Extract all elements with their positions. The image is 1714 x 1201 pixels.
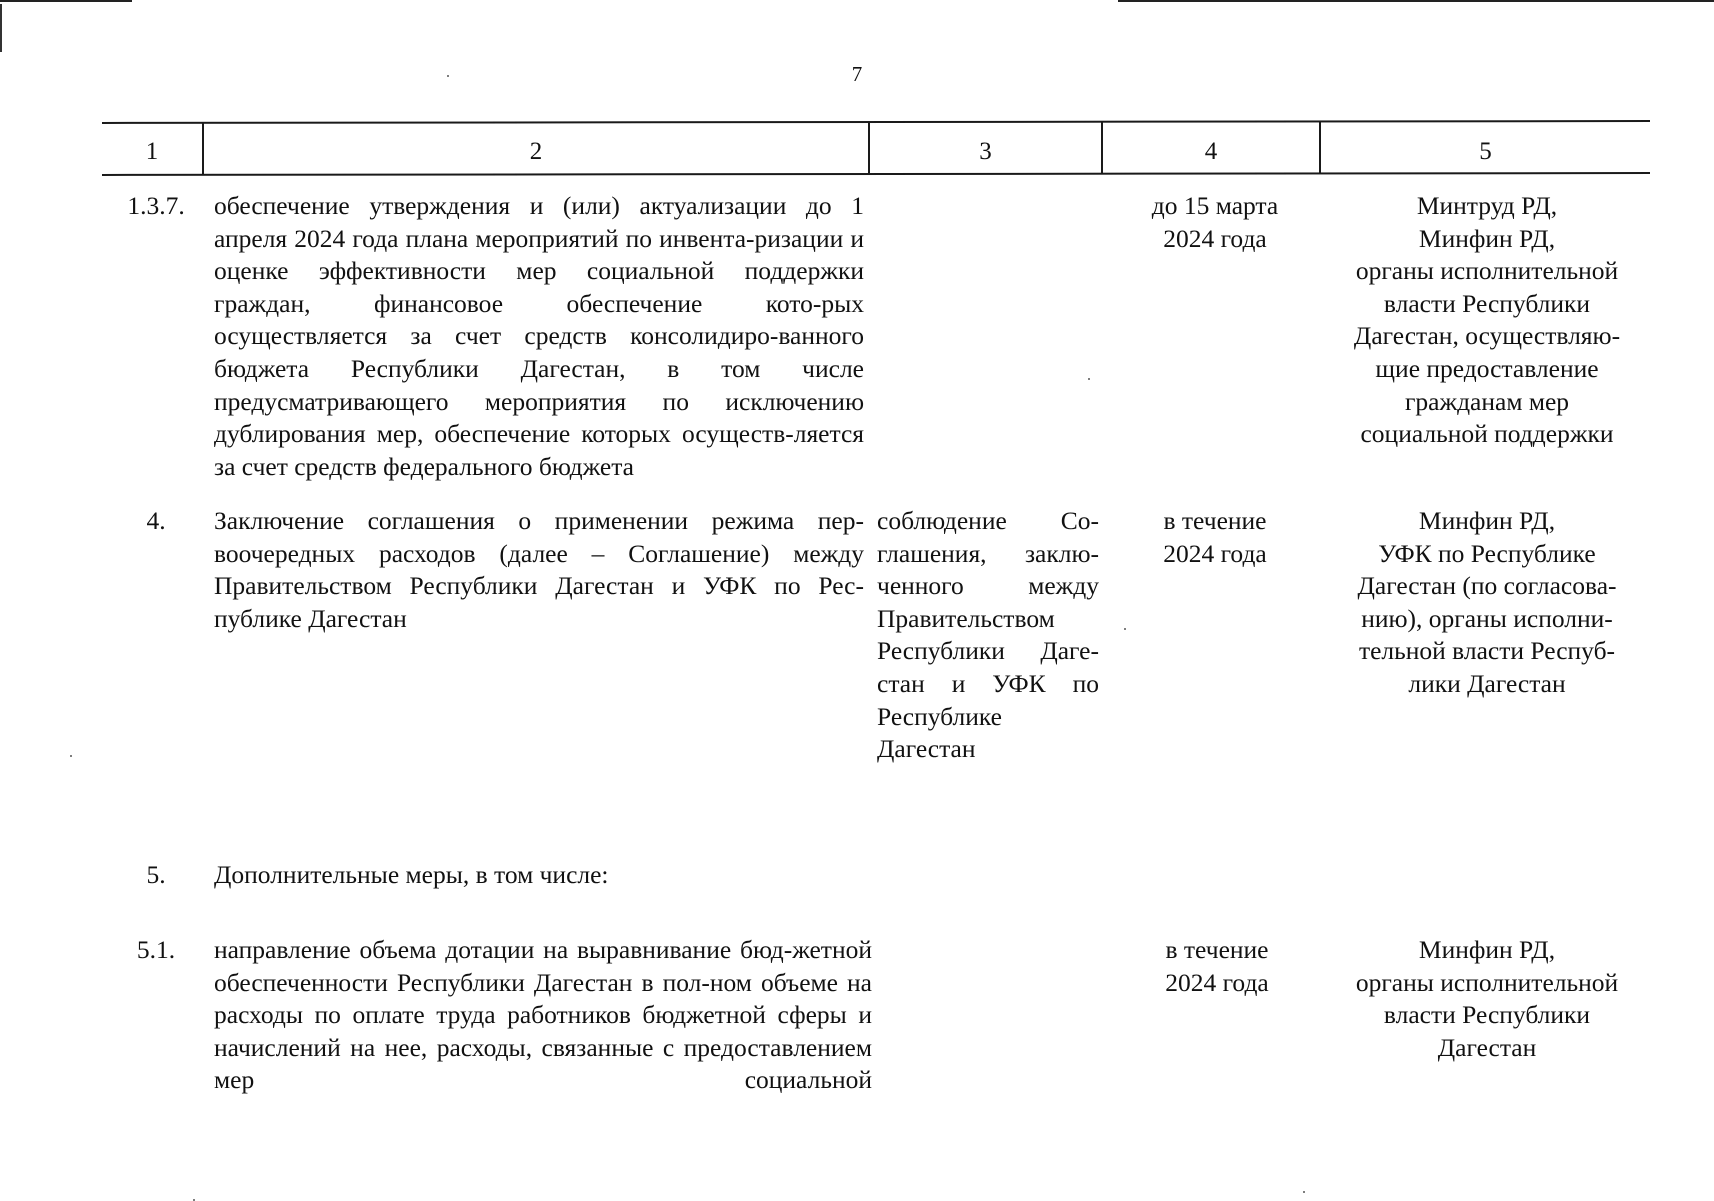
responsible-line: Минфин РД, — [1418, 935, 1556, 964]
responsible-line: щие предоставление — [1375, 353, 1599, 383]
scan-speck — [70, 755, 72, 757]
deadline-line: в течение — [1163, 506, 1267, 535]
scan-speck — [1303, 1191, 1305, 1193]
responsible-line: Минфин РД, — [1418, 223, 1556, 253]
row-responsible — [1322, 505, 1652, 701]
responsible-line: Минтруд РД, — [1416, 191, 1558, 220]
responsible-line: тельной власти Респуб- — [1358, 636, 1616, 666]
row-deadline — [1110, 505, 1320, 570]
deadline-line: 2024 года — [1165, 967, 1269, 997]
deadline-line: 2024 года — [1163, 538, 1267, 568]
row-responsible — [1322, 190, 1652, 451]
row-number: 4. — [146, 506, 166, 535]
responsible-line: власти Республики — [1383, 1000, 1591, 1030]
scan-speck — [447, 75, 449, 77]
row-result-text: соблюдение Со-глашения, заклю-ченного между Правительством Республики Даге-стан и УФК по Республике Дагестан — [877, 506, 1099, 764]
responsible-line: органы исполнительной — [1355, 256, 1619, 286]
scan-left-edge — [0, 4, 2, 52]
table-top-rule — [102, 120, 1650, 124]
table-header-col-1: 1 — [145, 138, 159, 165]
row-measure-text: Дополнительные меры, в том числе: — [214, 860, 609, 889]
row-responsible — [1322, 934, 1652, 1064]
responsible-line: Дагестан — [1437, 1032, 1537, 1062]
table-header-col-3: 3 — [979, 138, 992, 165]
row-number: 1.3.7. — [127, 191, 185, 220]
responsible-line: социальной поддержки — [1360, 419, 1614, 449]
row-number: 5.1. — [136, 935, 176, 964]
table-header-col-4: 4 — [1204, 138, 1218, 165]
scan-top-edge-right — [1118, 0, 1714, 2]
scan-speck — [1088, 378, 1090, 380]
responsible-line: лики Дагестан — [1408, 668, 1566, 698]
responsible-line: власти Республики — [1383, 288, 1591, 318]
responsible-line: органы исполнительной — [1355, 967, 1619, 997]
row-deadline — [1112, 934, 1322, 999]
page-number: 7 — [851, 62, 863, 86]
deadline-line: 2024 года — [1163, 223, 1267, 253]
responsible-line: гражданам мер — [1404, 386, 1570, 416]
scan-speck — [1124, 628, 1126, 630]
row-measure-text: направление объема дотации на выравнивание бюд-жетной обеспеченности Республики Дагестан в пол-ном объеме на расходы по оплате труда работников бюджетной сферы и начислений на нее, расходы, связанные с предоставлением мер социальной — [214, 935, 872, 1095]
responsible-line: Минфин РД, — [1418, 506, 1556, 535]
row-number: 5. — [146, 860, 166, 889]
table-header-col-2: 2 — [529, 138, 543, 165]
deadline-line: до 15 марта — [1151, 191, 1279, 220]
row-deadline — [1110, 190, 1320, 255]
scan-top-edge-left — [0, 0, 132, 2]
deadline-line: в течение — [1165, 935, 1269, 964]
row-measure-text: обеспечение утверждения и (или) актуализации до 1 апреля 2024 года плана мероприятий по инвента-ризации и оценке эффективности мер социальной поддержки граждан, финансовое обеспечение кото-рых осуществляется за счет средств консолидиро-ванного бюджета Республики Дагестан, в том числе предусматривающего мероприятия по исключению дублирования мер, обеспечение которых осуществ-ляется за счет средств федерального бюджета — [214, 191, 864, 481]
table-header-col-5: 5 — [1479, 138, 1492, 165]
responsible-line: нию), органы исполни- — [1361, 603, 1613, 633]
table-header-rule — [102, 172, 1650, 176]
responsible-line: УФК по Республике — [1378, 538, 1596, 568]
row-measure-text: Заключение соглашения о применении режима пер-воочередных расходов (далее – Соглашение) между Правительством Республики Дагестан и УФК по Рес-публике Дагестан — [214, 506, 864, 633]
responsible-line: Дагестан (по согласова- — [1357, 571, 1617, 601]
responsible-line: Дагестан, осуществляю- — [1353, 321, 1621, 351]
